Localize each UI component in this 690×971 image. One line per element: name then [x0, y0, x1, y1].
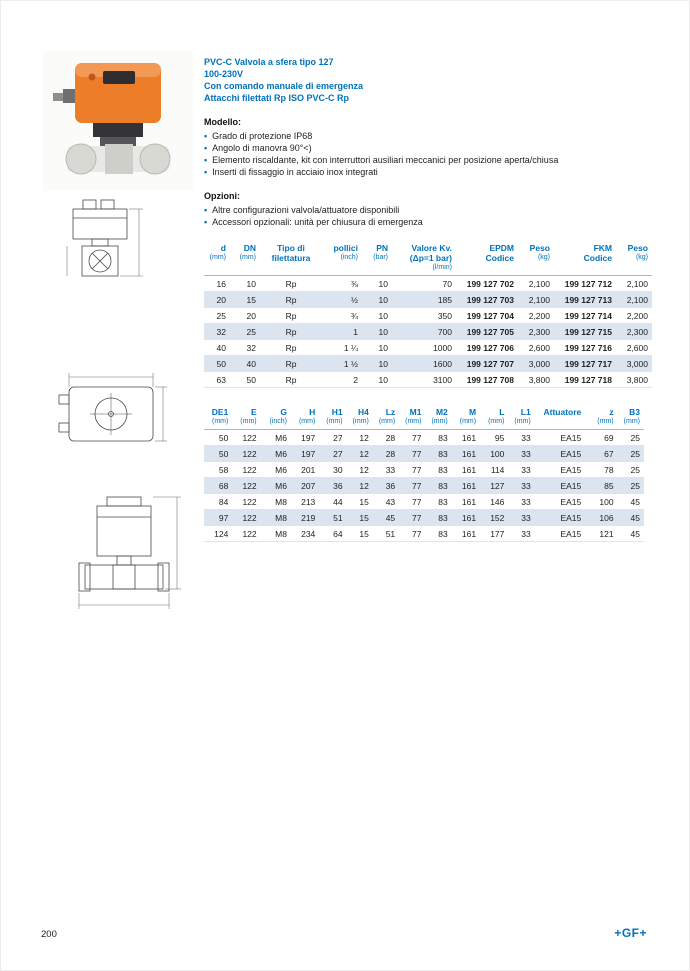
- table-cell: 3,800: [518, 372, 554, 388]
- bullet-text: Inserti di fissaggio in acciaio inox integrati: [212, 167, 378, 177]
- bullet-text: Grado di protezione IP68: [212, 131, 313, 141]
- table-cell: M8: [261, 510, 291, 526]
- table-cell: 10: [362, 292, 392, 308]
- table-cell: 45: [618, 510, 644, 526]
- product-title: PVC-C Valvola a sfera tipo 127: [204, 57, 334, 67]
- table-cell: 20: [230, 308, 260, 324]
- table-cell: 12: [347, 430, 373, 446]
- table-cell: 122: [232, 526, 260, 542]
- table-cell: 78: [585, 462, 617, 478]
- column-header: z (mm): [585, 406, 617, 430]
- table-cell: 16: [204, 276, 230, 292]
- table-cell: 43: [373, 494, 399, 510]
- table-cell: Rp: [260, 308, 322, 324]
- table-row: [204, 308, 652, 324]
- table-cell: 10: [362, 340, 392, 356]
- table-cell: 2,100: [616, 292, 652, 308]
- table-cell: 3,000: [518, 356, 554, 372]
- table-cell: 152: [480, 510, 508, 526]
- table-cell: 33: [508, 430, 534, 446]
- table-cell: 25: [230, 324, 260, 340]
- table-cell: 15: [347, 526, 373, 542]
- table-cell: 84: [204, 494, 232, 510]
- table-cell: 69: [585, 430, 617, 446]
- table-cell: 201: [291, 462, 319, 478]
- table-cell: 161: [452, 510, 480, 526]
- table-cell: 50: [204, 430, 232, 446]
- table-cell: 20: [204, 292, 230, 308]
- table-cell: 33: [508, 446, 534, 462]
- table-cell: 33: [373, 462, 399, 478]
- table-cell: 83: [425, 446, 451, 462]
- table-cell: 58: [204, 462, 232, 478]
- table-cell: 2,200: [518, 308, 554, 324]
- table-cell: 77: [399, 510, 425, 526]
- table-cell: M8: [261, 494, 291, 510]
- header-row: [204, 242, 652, 276]
- bullet-item: [204, 166, 656, 178]
- table-cell: 83: [425, 526, 451, 542]
- column-header: L1 (mm): [508, 406, 534, 430]
- table-cell: EA15: [535, 494, 586, 510]
- table-cell: 106: [585, 510, 617, 526]
- table-row: [204, 276, 652, 292]
- page-number: 200: [41, 929, 57, 940]
- table-cell: 33: [508, 510, 534, 526]
- column-header: H4 (mm): [347, 406, 373, 430]
- table-cell: Rp: [260, 340, 322, 356]
- table-cell: 85: [585, 478, 617, 494]
- table-cell: 45: [373, 510, 399, 526]
- table-cell: 161: [452, 526, 480, 542]
- column-header: Lz (mm): [373, 406, 399, 430]
- bullet-icon: •: [204, 131, 208, 141]
- table-cell: 50: [230, 372, 260, 388]
- column-header: Tipo di filettatura: [260, 242, 322, 276]
- table-cell: 199 127 712: [554, 276, 616, 292]
- table-cell: 122: [232, 510, 260, 526]
- column-header: M (mm): [452, 406, 480, 430]
- table-row: [204, 292, 652, 308]
- bullet-text: Altre configurazioni valvola/attuatore disponibili: [212, 205, 400, 215]
- bullet-text: Accessori opzionali: unità per chiusura di emergenza: [212, 217, 423, 227]
- table-cell: 2: [322, 372, 362, 388]
- table-cell: 25: [204, 308, 230, 324]
- table-cell: 2,300: [518, 324, 554, 340]
- table-cell: 33: [508, 462, 534, 478]
- table-cell: 33: [508, 494, 534, 510]
- actuator-top-view-drawing: [53, 365, 178, 453]
- table-cell: 33: [508, 478, 534, 494]
- table-cell: 27: [319, 430, 346, 446]
- table-row: [204, 372, 652, 388]
- table-cell: 124: [204, 526, 232, 542]
- table-row: [204, 340, 652, 356]
- bullet-text: Angolo di manovra 90°<): [212, 143, 312, 153]
- table-cell: 199 127 713: [554, 292, 616, 308]
- product-photo: [43, 51, 193, 191]
- actuator-section-drawing: [59, 197, 174, 297]
- table-cell: 36: [373, 478, 399, 494]
- table-cell: 30: [319, 462, 346, 478]
- table-cell: Rp: [260, 292, 322, 308]
- column-header: d (mm): [204, 242, 230, 276]
- modello-list: [204, 130, 656, 178]
- table-cell: 15: [230, 292, 260, 308]
- table-cell: 350: [392, 308, 456, 324]
- table-cell: 199 127 704: [456, 308, 518, 324]
- table-cell: 700: [392, 324, 456, 340]
- table-cell: 114: [480, 462, 508, 478]
- table-cell: 83: [425, 510, 451, 526]
- table-cell: 199 127 716: [554, 340, 616, 356]
- table-cell: 15: [347, 494, 373, 510]
- column-header: H1 (mm): [319, 406, 346, 430]
- column-header: M1 (mm): [399, 406, 425, 430]
- table-cell: 15: [347, 510, 373, 526]
- table-cell: 68: [204, 478, 232, 494]
- table-cell: 32: [230, 340, 260, 356]
- table-cell: M6: [261, 462, 291, 478]
- table-cell: 50: [204, 356, 230, 372]
- table-cell: 100: [480, 446, 508, 462]
- table-cell: 161: [452, 478, 480, 494]
- table-cell: 25: [618, 446, 644, 462]
- table-cell: 207: [291, 478, 319, 494]
- table-cell: 28: [373, 446, 399, 462]
- table-cell: 12: [347, 462, 373, 478]
- table-cell: 127: [480, 478, 508, 494]
- table-cell: 199 127 714: [554, 308, 616, 324]
- table-row: [204, 462, 644, 478]
- table-cell: ¾: [322, 308, 362, 324]
- bullet-item: [204, 142, 656, 154]
- table-cell: 122: [232, 494, 260, 510]
- bullet-icon: •: [204, 167, 208, 177]
- table-cell: 2,100: [518, 292, 554, 308]
- table-cell: 121: [585, 526, 617, 542]
- table-cell: 10: [362, 276, 392, 292]
- table-cell: 12: [347, 446, 373, 462]
- table-cell: 63: [204, 372, 230, 388]
- table-cell: 83: [425, 462, 451, 478]
- actuator-side-view-drawing: [77, 493, 192, 623]
- table-cell: 83: [425, 494, 451, 510]
- product-feature: Con comando manuale di emergenza: [204, 81, 364, 91]
- table-cell: 199 127 707: [456, 356, 518, 372]
- table-cell: Rp: [260, 324, 322, 340]
- table-cell: 161: [452, 462, 480, 478]
- table-cell: EA15: [535, 526, 586, 542]
- table-cell: 25: [618, 430, 644, 446]
- table-cell: 2,100: [616, 276, 652, 292]
- table-cell: 83: [425, 430, 451, 446]
- table-cell: EA15: [535, 478, 586, 494]
- table-cell: 25: [618, 462, 644, 478]
- table-cell: 77: [399, 478, 425, 494]
- table-cell: 199 127 718: [554, 372, 616, 388]
- bullet-item: [204, 216, 656, 228]
- table-cell: 51: [319, 510, 346, 526]
- table-cell: 27: [319, 446, 346, 462]
- column-header: FKM Codice: [554, 242, 616, 276]
- table-cell: 199 127 717: [554, 356, 616, 372]
- gf-logo: +GF+: [614, 926, 647, 940]
- table-cell: 1 ¼: [322, 340, 362, 356]
- dimensions-table: [204, 406, 644, 542]
- product-voltage: 100-230V: [204, 69, 244, 79]
- modello-heading: Modello:: [204, 117, 241, 127]
- column-header: PN (bar): [362, 242, 392, 276]
- table-cell: Rp: [260, 372, 322, 388]
- table-cell: 70: [392, 276, 456, 292]
- table-cell: 185: [392, 292, 456, 308]
- table-cell: 234: [291, 526, 319, 542]
- table-cell: 213: [291, 494, 319, 510]
- table-row: [204, 324, 652, 340]
- table-cell: 45: [618, 494, 644, 510]
- table-row: [204, 526, 644, 542]
- table-cell: 50: [204, 446, 232, 462]
- table-cell: M6: [261, 446, 291, 462]
- table-cell: 10: [362, 324, 392, 340]
- table-cell: M6: [261, 430, 291, 446]
- table-cell: 2,200: [616, 308, 652, 324]
- column-header: Valore Kv. (Δp=1 bar) (l/min): [392, 242, 456, 276]
- table-cell: 2,600: [518, 340, 554, 356]
- column-header: DN (mm): [230, 242, 260, 276]
- table-cell: 3100: [392, 372, 456, 388]
- table-cell: Rp: [260, 276, 322, 292]
- table-cell: 199 127 702: [456, 276, 518, 292]
- main-content: [204, 56, 656, 542]
- table-cell: 67: [585, 446, 617, 462]
- table-cell: 36: [319, 478, 346, 494]
- bullet-item: [204, 130, 656, 142]
- column-header: pollici (inch): [322, 242, 362, 276]
- table-cell: 1: [322, 324, 362, 340]
- column-header: DE1 (mm): [204, 406, 232, 430]
- table-cell: 161: [452, 494, 480, 510]
- opzioni-heading: Opzioni:: [204, 191, 240, 201]
- table-cell: ⅜: [322, 276, 362, 292]
- bullet-icon: •: [204, 155, 208, 165]
- table-cell: 25: [618, 478, 644, 494]
- table-cell: 3,800: [616, 372, 652, 388]
- table-cell: 1 ½: [322, 356, 362, 372]
- table-cell: 2,100: [518, 276, 554, 292]
- table-cell: 77: [399, 526, 425, 542]
- table-cell: 122: [232, 478, 260, 494]
- table-cell: 199 127 715: [554, 324, 616, 340]
- bullet-item: [204, 154, 656, 166]
- table-cell: 10: [362, 356, 392, 372]
- table-cell: 2,600: [616, 340, 652, 356]
- table-cell: 199 127 705: [456, 324, 518, 340]
- column-header: Peso (kg): [616, 242, 652, 276]
- column-header: L (mm): [480, 406, 508, 430]
- product-connection: Attacchi filettati Rp ISO PVC-C Rp: [204, 93, 350, 103]
- column-header: G (inch): [261, 406, 291, 430]
- table-cell: 32: [204, 324, 230, 340]
- table-cell: 77: [399, 446, 425, 462]
- table-cell: 77: [399, 430, 425, 446]
- table-cell: 1000: [392, 340, 456, 356]
- table-cell: Rp: [260, 356, 322, 372]
- table-cell: 122: [232, 430, 260, 446]
- table-cell: 197: [291, 430, 319, 446]
- table-cell: 100: [585, 494, 617, 510]
- table-cell: 45: [618, 526, 644, 542]
- table-row: [204, 510, 644, 526]
- table-cell: EA15: [535, 430, 586, 446]
- bullet-icon: •: [204, 143, 208, 153]
- table-cell: 40: [204, 340, 230, 356]
- table-cell: 3,000: [616, 356, 652, 372]
- table-row: [204, 356, 652, 372]
- table-row: [204, 478, 644, 494]
- table-cell: 1600: [392, 356, 456, 372]
- table-cell: 199 127 703: [456, 292, 518, 308]
- table-cell: 177: [480, 526, 508, 542]
- table-cell: 44: [319, 494, 346, 510]
- valve-codes-table: [204, 242, 652, 388]
- table-cell: 83: [425, 478, 451, 494]
- column-header: B3 (mm): [618, 406, 644, 430]
- table-cell: EA15: [535, 462, 586, 478]
- table-row: [204, 446, 644, 462]
- table-cell: 10: [362, 372, 392, 388]
- table-cell: 199 127 706: [456, 340, 518, 356]
- table-cell: 95: [480, 430, 508, 446]
- bullet-icon: •: [204, 217, 208, 227]
- table-cell: 10: [230, 276, 260, 292]
- table-cell: 2,300: [616, 324, 652, 340]
- title-block: [204, 56, 656, 104]
- table-cell: 161: [452, 446, 480, 462]
- table-cell: 199 127 708: [456, 372, 518, 388]
- table-row: [204, 430, 644, 446]
- table-cell: 122: [232, 446, 260, 462]
- column-header: M2 (mm): [425, 406, 451, 430]
- column-header: EPDM Codice: [456, 242, 518, 276]
- column-header: Peso (kg): [518, 242, 554, 276]
- table-cell: M8: [261, 526, 291, 542]
- bullet-item: [204, 204, 656, 216]
- table-cell: EA15: [535, 446, 586, 462]
- opzioni-list: [204, 204, 656, 228]
- table-cell: 33: [508, 526, 534, 542]
- table-cell: 77: [399, 462, 425, 478]
- header-row: [204, 406, 644, 430]
- table-cell: 77: [399, 494, 425, 510]
- table-cell: 10: [362, 308, 392, 324]
- table-cell: 146: [480, 494, 508, 510]
- table-cell: 122: [232, 462, 260, 478]
- table-cell: 51: [373, 526, 399, 542]
- table-cell: 161: [452, 430, 480, 446]
- column-header: Attuatore: [535, 406, 586, 430]
- table-cell: 28: [373, 430, 399, 446]
- table-cell: ½: [322, 292, 362, 308]
- table-cell: 40: [230, 356, 260, 372]
- table-cell: EA15: [535, 510, 586, 526]
- table-cell: 64: [319, 526, 346, 542]
- table-cell: 219: [291, 510, 319, 526]
- column-header: H (mm): [291, 406, 319, 430]
- table-cell: 97: [204, 510, 232, 526]
- column-header: E (mm): [232, 406, 260, 430]
- table-row: [204, 494, 644, 510]
- table-cell: 197: [291, 446, 319, 462]
- bullet-text: Elemento riscaldante, kit con interruttori ausiliari meccanici per posizione aperta/chiusa: [212, 155, 559, 165]
- bullet-icon: •: [204, 205, 208, 215]
- table-cell: M6: [261, 478, 291, 494]
- table-cell: 12: [347, 478, 373, 494]
